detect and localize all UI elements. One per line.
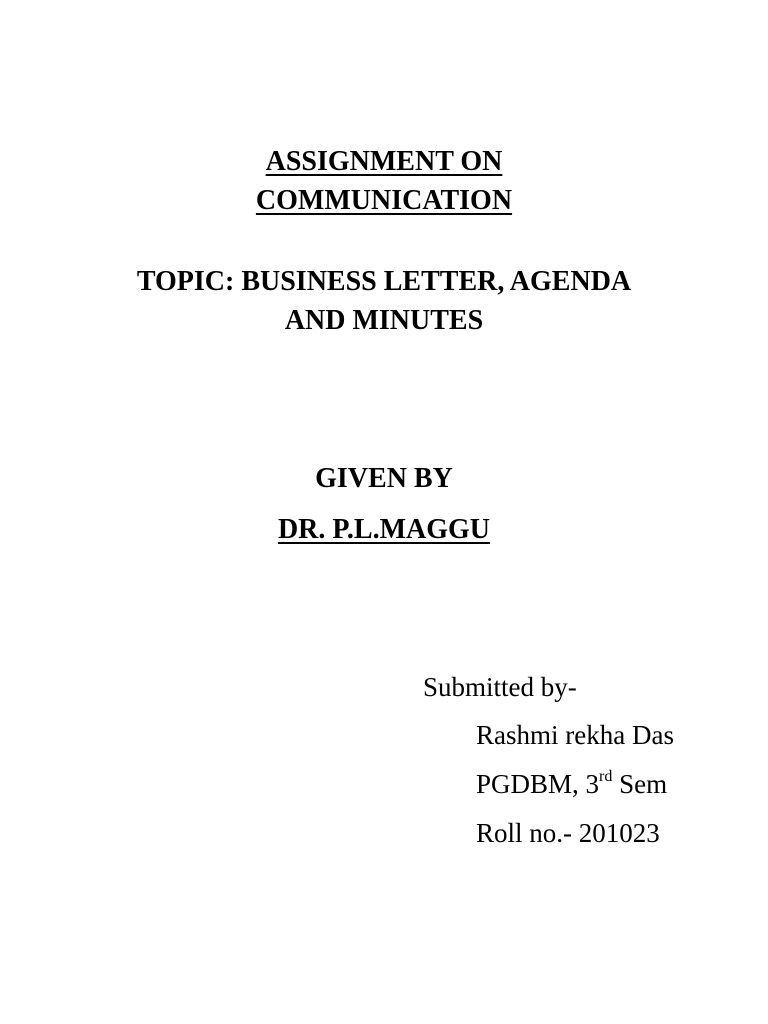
submitted-by-label: Submitted by- (423, 672, 577, 702)
course-prefix: PGDBM, 3 (476, 769, 600, 799)
course-superscript: rd (599, 768, 613, 785)
course-info (476, 768, 668, 799)
student-name: Rashmi rekha Das (476, 720, 674, 750)
topic-line-1: TOPIC: BUSINESS LETTER, AGENDA (136, 266, 632, 297)
topic-line-2: AND MINUTES (284, 305, 484, 336)
title-line-2: COMMUNICATION (255, 185, 513, 216)
roll-number: Roll no.- 201023 (476, 818, 660, 848)
given-by-name: DR. P.L.MAGGU (277, 514, 491, 545)
title-line-1: ASSIGNMENT ON (265, 146, 503, 177)
given-by-label: GIVEN BY (315, 463, 453, 494)
course-suffix: Sem (612, 769, 668, 799)
